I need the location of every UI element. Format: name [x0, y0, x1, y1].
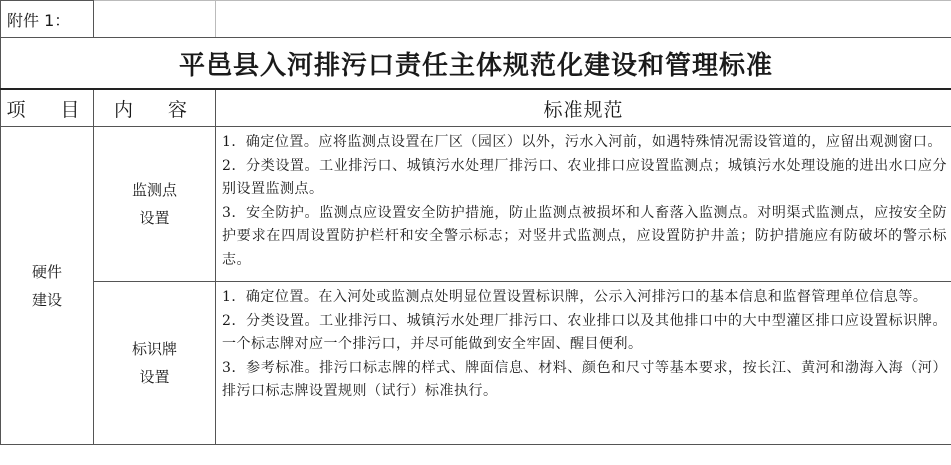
standard-paragraph: 3．安全防护。监测点应设置安全防护措施，防止监测点被损坏和人畜落入监测点。对明渠式监测点，应按安全防护要求在四周设置防护栏杆和安全警示标志；对竖井式监测点，应设置防护井盖；防护措施应有防破坏的警示标志。 [222, 204, 947, 268]
table-row [1, 282, 951, 445]
header-item: 项 目 [1, 89, 94, 127]
category-cell [1, 127, 94, 445]
subcategory-line: 设置 [139, 368, 170, 386]
header-standard: 标准规范 [216, 89, 951, 127]
standard-text-cell [216, 282, 951, 445]
header-row [1, 89, 951, 127]
header-content: 内 容 [94, 89, 216, 127]
subcategory-cell [94, 127, 216, 282]
standard-paragraph: 2．分类设置。工业排污口、城镇污水处理厂排污口、农业排口以及其他排口中的大中型灌区排口应设置标识牌。一个标志牌对应一个排污口，并尽可能做到安全牢固、醒目便利。 [222, 312, 947, 352]
attachment-row [1, 1, 951, 38]
standard-paragraph: 1．确定位置。在入河处或监测点处明显位置设置标识牌，公示入河排污口的基本信息和监督管理单位信息等。 [222, 289, 928, 305]
standard-paragraph: 2．分类设置。工业排污口、城镇污水处理厂排污口、农业排口应设置监测点；城镇污水处理设施的进出水口应分别设置监测点。 [222, 157, 947, 197]
empty-cell [216, 1, 951, 38]
empty-cell [94, 1, 216, 38]
standard-paragraph: 3．参考标准。排污口标志牌的样式、牌面信息、材料、颜色和尺寸等基本要求，按长江、黄河和渤海入海（河）排污口标志牌设置规则（试行）标准执行。 [222, 359, 947, 399]
title-row [1, 38, 951, 90]
table-row [1, 127, 951, 282]
category-line: 建设 [31, 290, 62, 309]
category-line: 硬件 [31, 262, 62, 281]
standard-paragraph: 1．确定位置。应将监测点设置在厂区（园区）以外，污水入河前，如遇特殊情况需设管道的，应留出观测窗口。 [222, 134, 942, 150]
subcategory-cell [94, 282, 216, 445]
subcategory-line: 监测点 [131, 181, 177, 199]
document-title: 平邑县入河排污口责任主体规范化建设和管理标准 [1, 38, 951, 90]
subcategory-line: 标识牌 [131, 340, 177, 358]
attachment-label: 附件 1： [1, 1, 94, 38]
subcategory-line: 设置 [139, 209, 170, 227]
standard-text-cell [216, 127, 951, 282]
